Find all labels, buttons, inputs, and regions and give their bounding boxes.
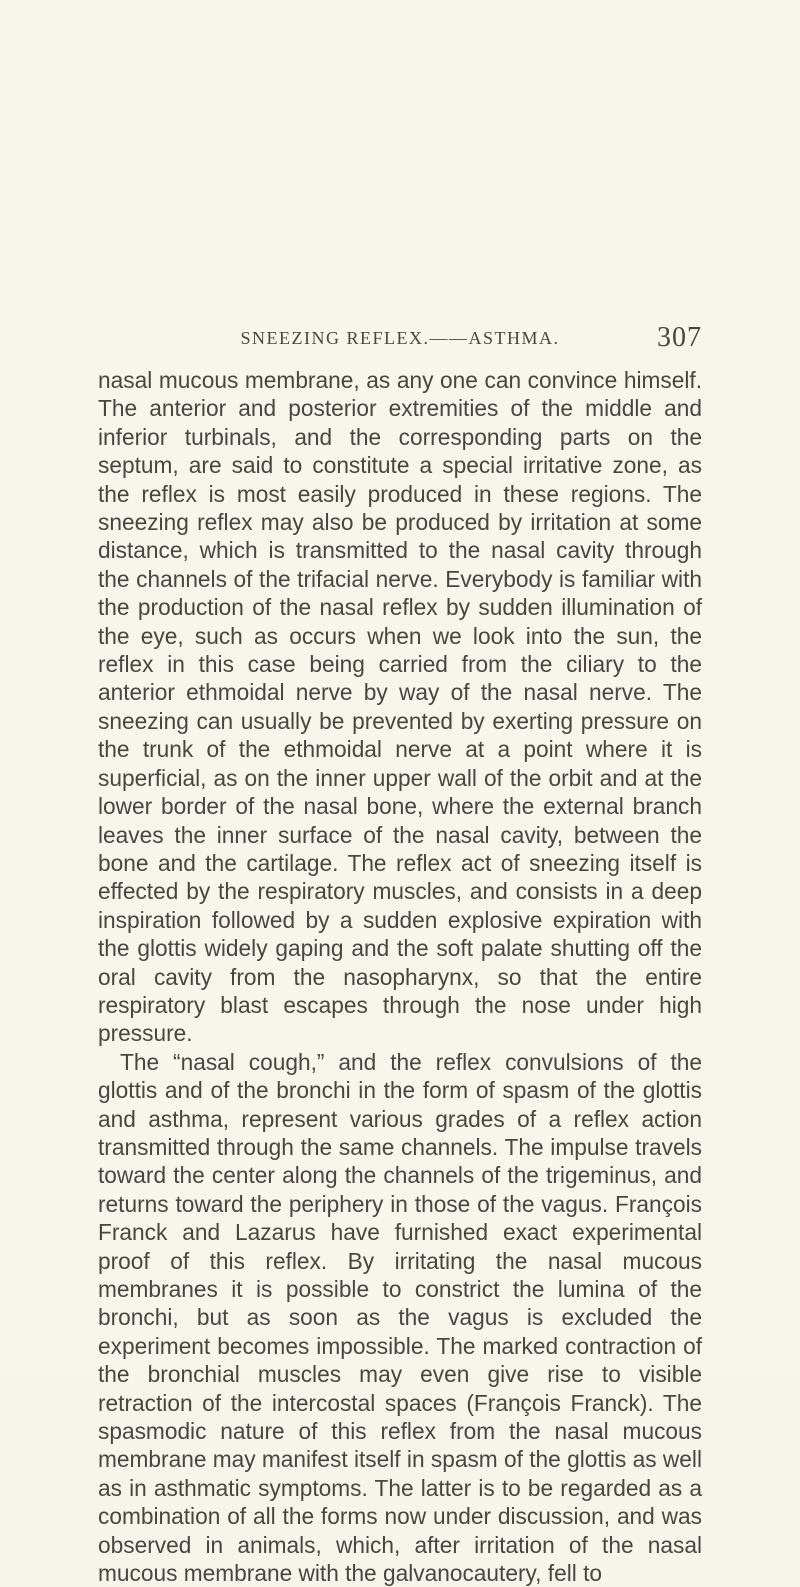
page-number: 307 [657,322,702,353]
paragraph-continued: nasal mucous membrane, as any one can convince himself. The anterior and posterior extremities of the middle and inferior turbinals, and the corresponding parts on the septum, are said to constitute a special irritative zone, as the reflex is most easily produced in these regions. The sneezing reflex may also be produced by irritation at some distance, which is transmitted to the nasal cavity through the channels of the trifacial nerve. Everybody is familiar with the production of the nasal reflex by sudden illumination of the eye, such as occurs when we look into the sun, the reflex in this case being carried from the ciliary to the anterior ethmoidal nerve by way of the nasal nerve. The sneezing can usually be prevented by exerting pressure on the trunk of the ethmoidal nerve at a point where it is superficial, as on the inner upper wall of the orbit and at the lower border of the nasal bone, where the external branch leaves the inner surface of the nasal cavity, between the bone and the cartilage. The reflex act of sneezing itself is effected by the respiratory muscles, and consists in a deep inspiration followed by a sudden explosive expiration with the glottis widely gaping and the soft palate shutting off the oral cavity from the nasopharynx, so that the entire respiratory blast escapes through the nose under high pressure. [98,367,702,1047]
body-text [98,366,702,1587]
paragraph-nasal-cough: The “nasal cough,” and the reflex convulsions of the glottis and of the bronchi in the form of spasm of the glottis and asthma, represent various grades of a reflex action transmitted through the same channels. The impulse travels toward the center along the channels of the trigeminus, and returns toward the periphery in those of the vagus. François Franck and Lazarus have furnished exact experimental proof of this reflex. By irritating the nasal mucous membranes it is possible to constrict the lumina of the bronchi, but as soon as the vagus is excluded the experiment becomes impossible. The marked contraction of the bronchial muscles may even give rise to visible retraction of the intercostal spaces (François Franck). The spasmodic nature of this reflex from the nasal mucous membrane may manifest itself in spasm of the glottis as well as in asthmatic symptoms. The latter is to be regarded as a combination of all the forms now under discussion, and was observed in animals, which, after irritation of the nasal mucous membrane with the galvanocautery, fell to [98,1048,702,1587]
running-head: SNEEZING REFLEX.——ASTHMA. [240,328,560,348]
page-header [98,322,702,362]
